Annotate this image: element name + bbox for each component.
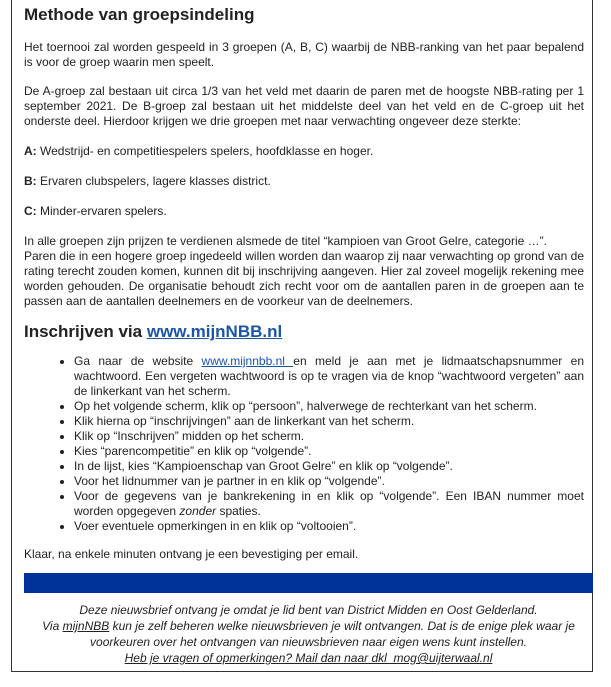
group-c-label: C: — [24, 204, 37, 218]
step-text: en meld je aan met je lidmaatschapsnummer en wachtwoord. Een vergeten wachtwoord is op te vragen via de knop “wachtwoord vergeten” aan de linkerkant van het scherm. — [74, 354, 585, 398]
group-a-line — [24, 144, 584, 159]
list-item: • Voor het lidnummer van je partner in en klik op “volgende”. — [74, 474, 584, 489]
list-item: • Klik op “Inschrijven” midden op het scherm. — [74, 429, 584, 444]
step-emphasis: zonder — [179, 504, 217, 518]
newsletter-footer — [24, 602, 593, 666]
group-c-text: Minder-ervaren spelers. — [36, 204, 167, 218]
group-b-text: Ervaren clubspelers, lagere klasses district. — [36, 174, 271, 188]
list-item: • Klik hierna op “inschrijvingen” aan de linkerkant van het scherm. — [74, 414, 584, 429]
list-item: • Kies “parencompetitie” en klik op “volgende”. — [74, 444, 584, 459]
footer-text: kun je zelf beheren welke nieuwsbrieven je wilt ontvangen. Dat is de enige plek waar je voorkeuren over het ontvangen van nieuwsbrieven naar eigen wens kunt instellen. — [90, 619, 575, 649]
list-item: • Voer eventuele opmerkingen in en klik op “voltooien”. — [74, 519, 584, 534]
newsletter-frame — [11, 0, 593, 672]
inschrijven-title-text: Inschrijven via — [24, 322, 147, 341]
section-title-groepsindeling: Methode van groepsindeling — [24, 5, 255, 24]
footer-text: Via — [42, 619, 63, 633]
mijnnbb-website-link[interactable]: www.mijnnbb.nl — [201, 354, 294, 368]
footer-divider-bar — [24, 573, 593, 593]
footer-line-contact — [24, 650, 593, 666]
step-text: Voor de gegevens van je bankrekening in en klik op “volgende”. Een IBAN nummer moet worden opgegeven — [74, 489, 584, 518]
section-title-inschrijven — [24, 322, 282, 342]
mijnnbb-footer-link[interactable]: mijnNBB — [62, 619, 110, 633]
footer-line-preferences — [24, 618, 593, 650]
step-text: Ga naar de website — [74, 354, 202, 368]
closing-paragraph: Klaar, na enkele minuten ontvang je een bevestiging per email. — [24, 547, 359, 561]
group-a-text: Wedstrijd- en competitiespelers spelers, hoofdklasse en hoger. — [36, 144, 374, 158]
step-text: spaties. — [216, 504, 261, 518]
prizes-paragraph: In alle groepen zijn prijzen te verdienen alsmede de titel “kampioen van Groot Gelre, categorie …”. — [24, 234, 547, 248]
list-item: • In de lijst, kies “Kampioenschap van Groot Gelre” en klik op “volgende”. — [74, 459, 584, 474]
group-b-label: B: — [24, 174, 37, 188]
list-item: • Op het volgende scherm, klik op “persoon”, halverwege de rechterkant van het scherm. — [74, 399, 584, 414]
registration-steps-list — [24, 354, 584, 534]
group-description-paragraph: De A-groep zal bestaan uit circa 1/3 van het veld met daarin de paren met de hoogste NBB-rating per 1 september 2021. De B-groep zal bestaan uit het middelste deel van het veld en de C-groep uit het onderste deel. Hierdoor krijgen we drie groepen met naar verwachting ongeveer deze sterkte: — [24, 84, 584, 128]
list-item — [74, 489, 584, 519]
mijnnbb-title-link[interactable]: www.mijnNBB.nl — [146, 322, 283, 341]
group-a-label: A: — [24, 144, 37, 158]
footer-line-membership: Deze nieuwsbrief ontvang je omdat je lid bent van District Midden en Oost Gelderland. — [79, 603, 538, 617]
list-item — [74, 354, 584, 399]
higher-group-paragraph: Paren die in een hogere groep ingedeeld willen worden dan waarop zij naar verwachting op grond van de rating terecht zouden komen, kunnen dit bij inschrijving aangeven. Hier zal zoveel mogelijk rekening mee worden gehouden. De organisatie behoudt zich recht voor om de aantallen paren in de groepen aan te passen aan de aantallen deelnemers en de voorkeur van de deelnemers. — [24, 249, 584, 308]
intro-paragraph: Het toernooi zal worden gespeeld in 3 groepen (A, B, C) waarbij de NBB-ranking van het paar bepalend is voor de groep waarin men speelt. — [24, 40, 584, 69]
contact-email-link[interactable]: Heb je vragen of opmerkingen? Mail dan naar dkl_mog@uijterwaal.nl — [124, 651, 493, 665]
group-b-line — [24, 174, 584, 189]
group-c-line — [24, 204, 584, 219]
